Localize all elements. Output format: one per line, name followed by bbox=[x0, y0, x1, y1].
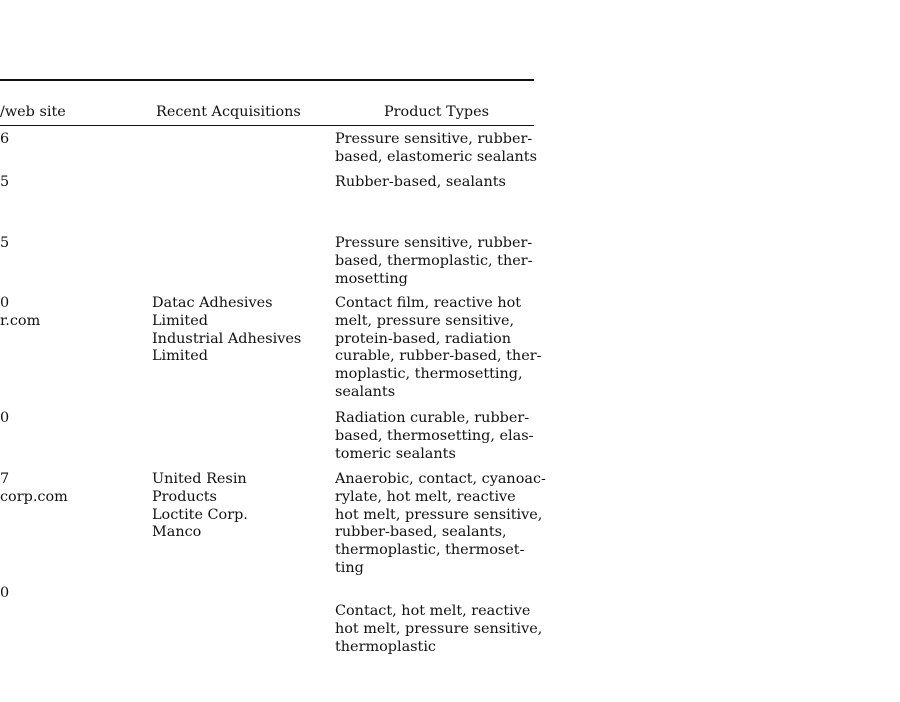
recent-acquisitions-cell bbox=[152, 295, 301, 366]
product-line: protein-based, radiation bbox=[335, 330, 512, 347]
contact-line: 0 bbox=[0, 295, 10, 311]
product-line: Contact, hot melt, reactive bbox=[335, 603, 531, 619]
contact-line: corp.com bbox=[0, 488, 68, 505]
contact-line: 6 bbox=[0, 131, 10, 147]
acquisition-line: Loctite Corp. bbox=[152, 506, 248, 523]
product-types-cell bbox=[335, 410, 533, 463]
product-types-cell bbox=[335, 471, 546, 578]
product-line: based, thermoplastic, ther- bbox=[335, 252, 533, 269]
contact-line: 5 bbox=[0, 174, 10, 190]
contact-cell bbox=[0, 235, 9, 253]
product-line: hot melt, pressure sensitive, bbox=[335, 506, 543, 523]
contact-cell bbox=[0, 410, 9, 428]
table-top-rule bbox=[0, 79, 534, 81]
recent-acquisitions-cell bbox=[152, 471, 248, 542]
product-types-cell bbox=[335, 295, 541, 402]
contact-line: 7 bbox=[0, 471, 10, 487]
product-line: rylate, hot melt, reactive bbox=[335, 488, 516, 505]
product-line: based, elastomeric sealants bbox=[335, 148, 537, 165]
contact-cell bbox=[0, 471, 68, 507]
product-line: mosetting bbox=[335, 270, 408, 287]
contact-cell bbox=[0, 131, 9, 149]
product-types-cell bbox=[335, 235, 533, 288]
product-line: moplastic, thermosetting, bbox=[335, 366, 523, 383]
acquisition-line: Products bbox=[152, 488, 217, 505]
table-header-rule bbox=[0, 125, 534, 126]
contact-cell bbox=[0, 295, 40, 331]
header-recent-acquisitions: Recent Acquisitions bbox=[156, 104, 301, 120]
acquisition-line: Manco bbox=[152, 524, 202, 541]
acquisition-line: Datac Adhesives bbox=[152, 295, 273, 311]
product-line: hot melt, pressure sensitive, bbox=[335, 620, 543, 637]
header-product-types: Product Types bbox=[384, 104, 489, 120]
contact-line: r.com bbox=[0, 312, 41, 329]
contact-line: 0 bbox=[0, 410, 10, 426]
product-line: thermoplastic bbox=[335, 638, 436, 655]
acquisition-line: Limited bbox=[152, 312, 208, 329]
product-line: thermoplastic, thermoset- bbox=[335, 542, 525, 559]
product-line: rubber-based, sealants, bbox=[335, 524, 507, 541]
contact-line: 5 bbox=[0, 235, 10, 251]
contact-line: 0 bbox=[0, 585, 10, 601]
product-line: ting bbox=[335, 559, 364, 576]
product-line: Rubber-based, sealants bbox=[335, 174, 506, 190]
acquisition-line: United Resin bbox=[152, 471, 247, 487]
product-line: melt, pressure sensitive, bbox=[335, 312, 515, 329]
acquisition-line: Limited bbox=[152, 348, 208, 365]
product-line: Radiation curable, rubber- bbox=[335, 410, 530, 426]
contact-cell bbox=[0, 174, 9, 192]
product-line: tomeric sealants bbox=[335, 445, 456, 462]
product-line: Pressure sensitive, rubber- bbox=[335, 131, 533, 147]
product-types-cell bbox=[335, 603, 542, 656]
product-line: Pressure sensitive, rubber- bbox=[335, 235, 533, 251]
product-line: Anaerobic, contact, cyanoac- bbox=[335, 471, 546, 487]
product-line: based, thermosetting, elas- bbox=[335, 427, 534, 444]
product-types-cell bbox=[335, 131, 537, 167]
product-types-cell bbox=[335, 174, 506, 192]
header-contact: /web site bbox=[0, 104, 66, 120]
product-line: Contact film, reactive hot bbox=[335, 295, 522, 311]
contact-cell bbox=[0, 585, 9, 603]
acquisition-line: Industrial Adhesives bbox=[152, 330, 302, 347]
product-line: sealants bbox=[335, 383, 396, 400]
product-line: curable, rubber-based, ther- bbox=[335, 348, 542, 365]
